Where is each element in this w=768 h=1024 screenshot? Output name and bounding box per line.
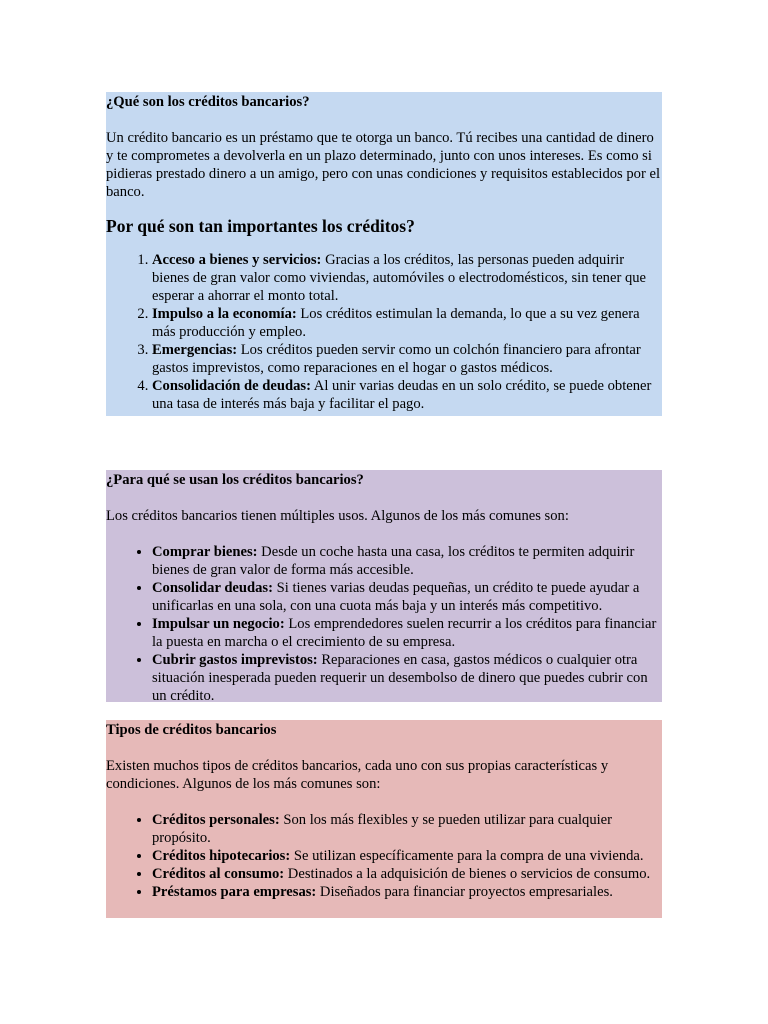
list-item (152, 377, 662, 413)
section-title: ¿Para qué se usan los créditos bancarios? (106, 472, 364, 488)
list-item (152, 651, 662, 705)
section-subtitle: Por qué son tan importantes los créditos? (106, 216, 415, 236)
list-item (152, 251, 662, 305)
section-paragraph: Los créditos bancarios tienen múltiples usos. Algunos de los más comunes son: (106, 508, 569, 524)
list-item-text: Desde un coche hasta una casa, los créditos te permiten adquirir bienes de gran valor de forma más accesible. (152, 544, 635, 578)
list-item-text: Son los más flexibles y se pueden utilizar para cualquier propósito. (152, 812, 613, 846)
list-item-text: Gracias a los créditos, las personas pueden adquirir bienes de gran valor como viviendas, automóviles o electrodomésticos, sin tener que esperar a ahorrar el monto total. (152, 252, 647, 304)
list-item-text: Se utilizan específicamente para la compra de una vivienda. (290, 848, 644, 864)
list-item-term: Impulsar un negocio: (152, 616, 285, 632)
list-item-text: Reparaciones en casa, gastos médicos o cualquier otra situación inesperada pueden requerir un desembolso de dinero que puedes cubrir con un crédito. (152, 652, 648, 704)
list-item-text: Si tienes varias deudas pequeñas, un crédito te puede ayudar a unificarlas en una sola, con una cuota más baja y un interés más competitivo. (152, 580, 640, 614)
list-item-term: Créditos al consumo: (152, 866, 285, 882)
list-item-term: Préstamos para empresas: (152, 884, 317, 900)
list-item-term: Créditos personales: (152, 812, 280, 828)
section-title: ¿Qué son los créditos bancarios? (106, 94, 310, 110)
list-item (152, 883, 662, 901)
list-item-text: Al unir varias deudas en un solo crédito, se puede obtener una tasa de interés más baja y facilitar el pago. (152, 378, 652, 412)
list-item-term: Acceso a bienes y servicios: (152, 252, 322, 268)
list-item-text: Los créditos estimulan la demanda, lo que a su vez genera más producción y empleo. (152, 306, 640, 340)
list-item-text: Destinados a la adquisición de bienes o servicios de consumo. (284, 866, 651, 882)
list-item-term: Comprar bienes: (152, 544, 258, 560)
list-item-term: Consolidar deudas: (152, 580, 273, 596)
list-item-term: Emergencias: (152, 342, 238, 358)
list-item-text: Diseñados para financiar proyectos empresariales. (316, 884, 613, 900)
bullet-list (106, 811, 662, 901)
list-item-term: Impulso a la economía: (152, 306, 297, 322)
numbered-list (106, 251, 662, 413)
list-item-term: Consolidación de deudas: (152, 378, 311, 394)
bullet-list (106, 543, 662, 705)
list-item (152, 543, 662, 579)
list-item-text: Los créditos pueden servir como un colchón financiero para afrontar gastos imprevistos, como reparaciones en el hogar o gastos médicos. (152, 342, 641, 376)
section-what-are-credits (106, 92, 662, 413)
section-paragraph: Existen muchos tipos de créditos bancarios, cada uno con sus propias características y condiciones. Algunos de los más comunes son: (106, 758, 609, 792)
list-item (152, 305, 662, 341)
list-item (152, 811, 662, 847)
list-item-text: Los emprendedores suelen recurrir a los créditos para financiar la puesta en marcha o el crecimiento de su empresa. (152, 616, 657, 650)
list-item-term: Créditos hipotecarios: (152, 848, 291, 864)
list-item (152, 615, 662, 651)
list-item-term: Cubrir gastos imprevistos: (152, 652, 318, 668)
list-item (152, 579, 662, 615)
section-uses-of-credits (106, 470, 662, 705)
section-title: Tipos de créditos bancarios (106, 722, 277, 738)
list-item (152, 847, 662, 865)
section-types-of-credits (106, 720, 662, 901)
list-item (152, 341, 662, 377)
section-paragraph: Un crédito bancario es un préstamo que te otorga un banco. Tú recibes una cantidad de dinero y te comprometes a devolverla en un plazo determinado, junto con unos intereses. Es como si pidieras prestado dinero a un amigo, pero con unas condiciones y requisitos establecidos por el banco. (106, 130, 661, 200)
list-item (152, 865, 662, 883)
